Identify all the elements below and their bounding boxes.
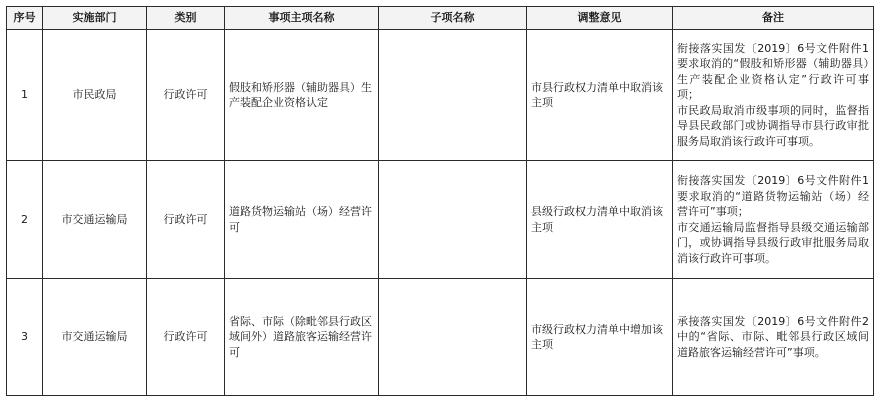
cell-opinion: 市县行政权力清单中取消该主项 — [527, 30, 673, 161]
header-category: 类别 — [147, 7, 225, 30]
remark-paragraph: 市交通运输局监督指导县级交通运输部门，或协调指导县级行政审批服务局取消该行政许可事项。 — [677, 220, 869, 265]
remark-paragraph: 承接落实国发〔2019〕6号文件附件2中的“省际、市际、毗邻县行政区域间道路旅客运输经营许可”事项。 — [677, 314, 869, 359]
cell-item: 道路货物运输站（场）经营许可 — [225, 161, 379, 279]
header-opinion: 调整意见 — [527, 7, 673, 30]
header-subitem: 子项名称 — [379, 7, 527, 30]
cell-remark — [673, 161, 874, 279]
cell-no: 2 — [7, 161, 43, 279]
table-row — [7, 161, 874, 279]
header-row — [7, 7, 874, 30]
cell-item: 假肢和矫形器（辅助器具）生产装配企业资格认定 — [225, 30, 379, 161]
cell-remark — [673, 279, 874, 396]
cell-category: 行政许可 — [147, 30, 225, 161]
cell-dept: 市交通运输局 — [43, 161, 147, 279]
remark-paragraph: 衔接落实国发〔2019〕6号文件附件1要求取消的“道路货物运输站（场）经营许可”事项； — [677, 174, 869, 218]
header-remark: 备注 — [673, 7, 874, 30]
cell-dept: 市交通运输局 — [43, 279, 147, 396]
remark-paragraph: 市民政局取消市级事项的同时，监督指导县民政部门或协调指导市县行政审批服务局取消该行政许可事项。 — [677, 103, 869, 148]
cell-opinion: 县级行政权力清单中取消该主项 — [527, 161, 673, 279]
cell-subitem — [379, 30, 527, 161]
table-row — [7, 279, 874, 396]
table-row — [7, 30, 874, 161]
cell-opinion: 市级行政权力清单中增加该主项 — [527, 279, 673, 396]
cell-remark — [673, 30, 874, 161]
cell-subitem — [379, 279, 527, 396]
cell-no: 3 — [7, 279, 43, 396]
header-no: 序号 — [7, 7, 43, 30]
remark-paragraph: 衔接落实国发〔2019〕6号文件附件1要求取消的“假肢和矫形器（辅助器具）生产装配企业资格认定”行政许可事项； — [677, 41, 869, 102]
cell-dept: 市民政局 — [43, 30, 147, 161]
header-item: 事项主项名称 — [225, 7, 379, 30]
cell-category: 行政许可 — [147, 161, 225, 279]
cell-subitem — [379, 161, 527, 279]
cell-item: 省际、市际（除毗邻县行政区域间外）道路旅客运输经营许可 — [225, 279, 379, 396]
cell-no: 1 — [7, 30, 43, 161]
header-dept: 实施部门 — [43, 7, 147, 30]
cell-category: 行政许可 — [147, 279, 225, 396]
adjustment-table — [6, 6, 874, 396]
